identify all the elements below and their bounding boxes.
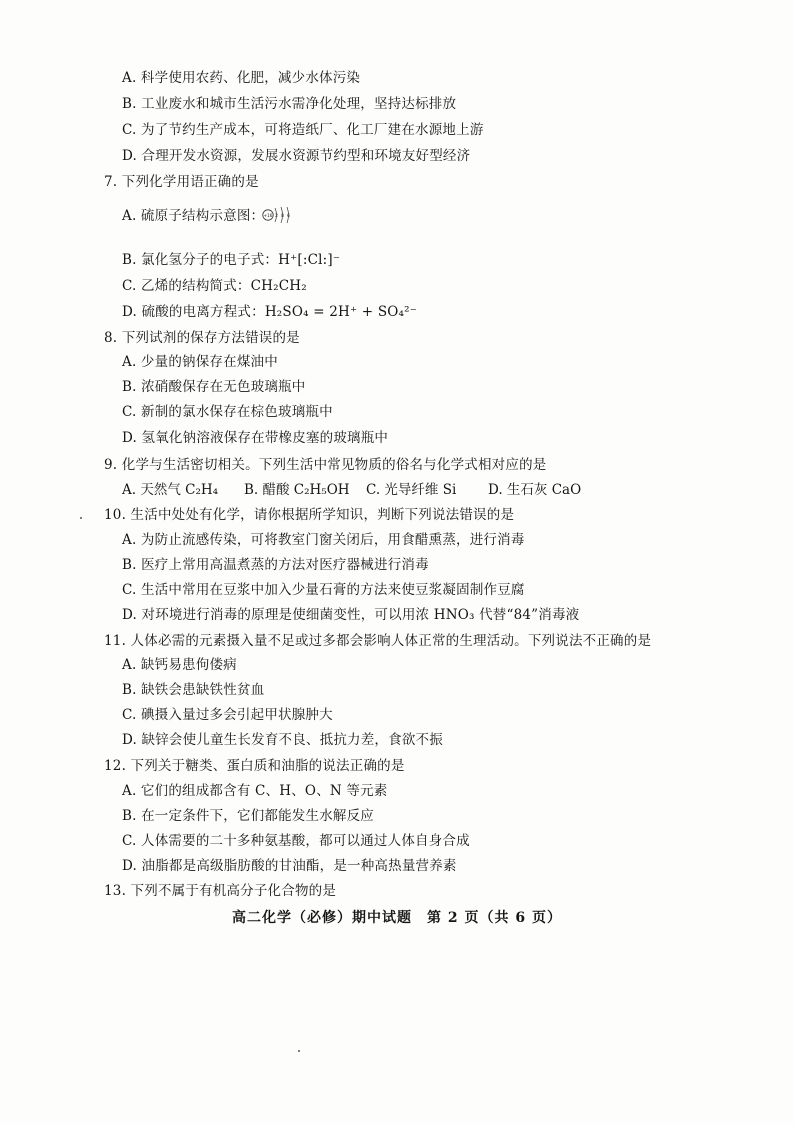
q6-option-d: D. 合理开发水资源，发展水资源节约型和环境友好型经济	[122, 148, 471, 164]
q11-stem: 11. 人体必需的元素摄入量不足或过多都会影响人体正常的生理活动。下列说法不正确的是	[104, 633, 652, 649]
q7-option-d: D. 硫酸的电离方程式：H₂SO₄ = 2H⁺ + SO₄²⁻	[122, 304, 418, 320]
scan-speck	[80, 517, 82, 519]
scan-speck	[298, 1050, 300, 1052]
q9-option-a: A. 天然气 C₂H₄	[122, 482, 219, 498]
q11-option-c: C. 碘摄入量过多会引起甲状腺肿大	[122, 707, 333, 723]
q6-option-c: C. 为了节约生产成本，可将造纸厂、化工厂建在水源地上游	[122, 122, 484, 138]
q10-option-d: D. 对环境进行消毒的原理是使细菌变性，可以用浓 HNO₃ 代替“84”消毒液	[122, 607, 580, 623]
q7-option-a: A. 硫原子结构示意图：	[122, 208, 265, 224]
q8-option-c: C. 新制的氯水保存在棕色玻璃瓶中	[122, 404, 333, 420]
q11-option-a: A. 缺钙易患佝偻病	[122, 657, 237, 673]
q13-stem: 13. 下列不属于有机高分子化合物的是	[104, 883, 337, 899]
nucleus-charge-label: +16	[263, 213, 273, 218]
q12-option-c: C. 人体需要的二十多种氨基酸，都可以通过人体自身合成	[122, 833, 470, 849]
q10-stem: 10. 生活中处处有化学，请你根据所学知识，判断下列说法错误的是	[104, 507, 515, 523]
q6-option-a: A. 科学使用农药、化肥，减少水体污染	[122, 70, 361, 86]
q9-option-b: B. 醋酸 C₂H₅OH	[244, 482, 350, 498]
q10-option-c: C. 生活中常用在豆浆中加入少量石膏的方法来使豆浆凝固制作豆腐	[122, 582, 525, 598]
shell-electron-label: 6	[287, 214, 290, 219]
q12-stem: 12. 下列关于糖类、蛋白质和油脂的说法正确的是	[104, 758, 405, 774]
page-footer: 高二化学（必修）期中试题 第 2 页（共 6 页）	[232, 910, 562, 926]
q9-stem: 9. 化学与生活密切相关。下列生活中常见物质的俗名与化学式相对应的是	[104, 457, 547, 473]
q12-option-d: D. 油脂都是高级脂肪酸的甘油酯，是一种高热量营养素	[122, 858, 457, 874]
q9-option-c: C. 光导纤维 Si	[366, 482, 457, 498]
q8-option-a: A. 少量的钠保存在煤油中	[122, 354, 278, 370]
q11-option-b: B. 缺铁会患缺铁性贫血	[122, 682, 265, 698]
q7-option-b: B. 氯化氢分子的电子式：H⁺[:Cl:]⁻	[122, 252, 341, 268]
q8-stem: 8. 下列试剂的保存方法错误的是	[104, 330, 300, 346]
sulfur-atom-diagram	[262, 205, 292, 225]
q9-option-d: D. 生石灰 CaO	[488, 482, 582, 498]
q8-option-b: B. 浓硝酸保存在无色玻璃瓶中	[122, 379, 306, 395]
q7-option-c: C. 乙烯的结构简式：CH₂CH₂	[122, 278, 307, 294]
q10-option-a: A. 为防止流感传染，可将教室门窗关闭后，用食醋熏蒸，进行消毒	[122, 532, 525, 548]
q11-option-d: D. 缺锌会使儿童生长发育不良、抵抗力差，食欲不振	[122, 732, 443, 748]
q12-option-a: A. 它们的组成都含有 C、H、O、N 等元素	[122, 783, 388, 799]
q8-option-d: D. 氢氧化钠溶液保存在带橡皮塞的玻璃瓶中	[122, 430, 389, 446]
q7-stem: 7. 下列化学用语正确的是	[104, 174, 259, 190]
shell-electron-label: 8	[281, 214, 284, 219]
q6-option-b: B. 工业废水和城市生活污水需净化处理，坚持达标排放	[122, 96, 457, 112]
q12-option-b: B. 在一定条件下，它们都能发生水解反应	[122, 808, 375, 824]
q10-option-b: B. 医疗上常用高温煮蒸的方法对医疗器械进行消毒	[122, 557, 429, 573]
shell-electron-label: 2	[275, 214, 278, 219]
